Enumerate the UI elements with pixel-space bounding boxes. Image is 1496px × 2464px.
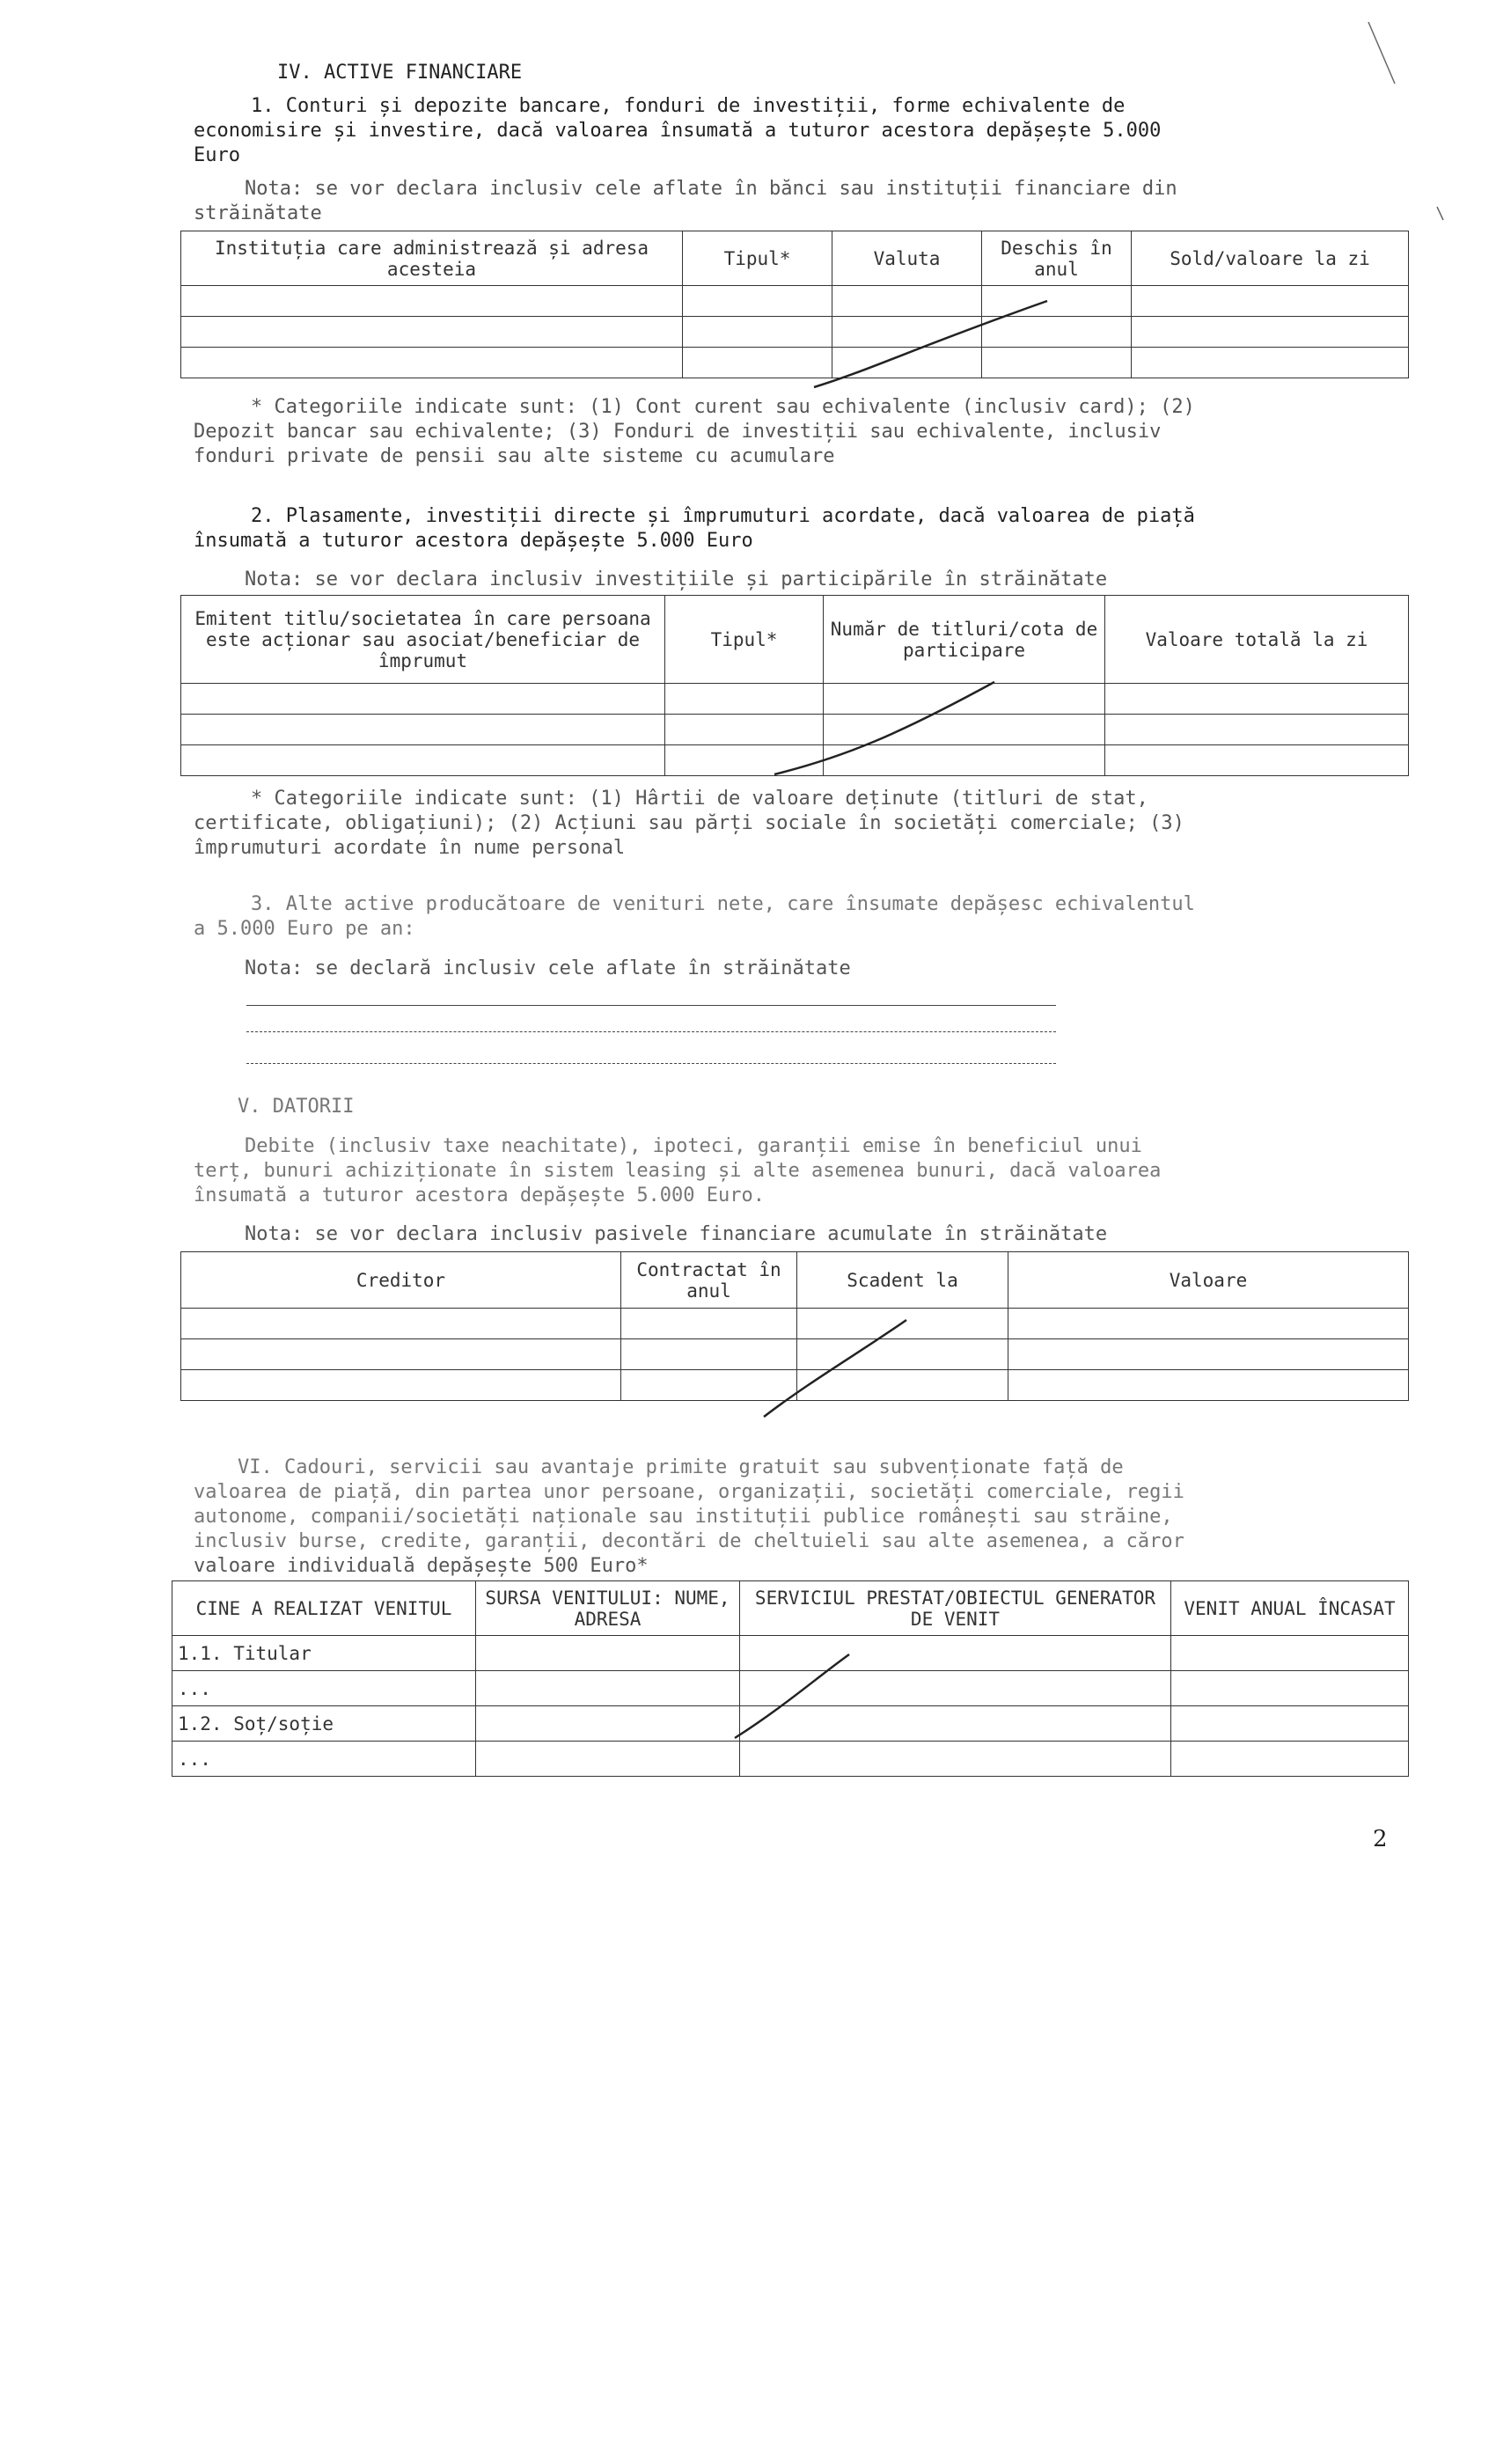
investments-table [180,595,1409,776]
table-row [181,1370,1409,1401]
p1-note-line-1: Nota: se vor declara inclusiv cele aflate în bănci sau instituții financiare din [245,178,1177,200]
p2-line-1: 2. Plasamente, investiții directe și împrumuturi acordate, dacă valoarea de piață [251,505,1195,527]
header-service: SERVICIUL PRESTAT/OBIECTUL GENERATOR DE VENIT [740,1581,1171,1636]
table-row [172,1706,1409,1742]
header-balance: Sold/valoare la zi [1132,231,1409,286]
table-row [181,1309,1409,1339]
table-row [181,348,1409,378]
v-line-1: Debite (inclusiv taxe neachitate), ipoteci, garanții emise în beneficiul unui [245,1135,1142,1157]
header-institution: Instituția care administrează și adresa acesteia [181,231,683,286]
header-who: CINE A REALIZAT VENITUL [172,1581,476,1636]
vi-line-5: valoare individuală depășește 500 Euro* [194,1555,649,1577]
p2-footnote-line-2: certificate, obligațiuni); (2) Acțiuni sau părți sociale în societăți comerciale; (3) [194,812,1184,834]
table-row [181,286,1409,317]
section-iv-title: IV. ACTIVE FINANCIARE [277,62,523,84]
p1-note-line-2: străinătate [194,202,322,224]
table-row [181,684,1409,715]
table-header-row [181,596,1409,684]
p1-line-3: Euro [194,144,240,166]
v-line-3: însumată a tuturor acestora depășește 5.000 Euro. [194,1184,766,1206]
header-value: Valoare [1008,1252,1409,1309]
p1-footnote-line-3: fonduri private de pensii sau alte sisteme cu acumulare [194,445,835,467]
header-due: Scadent la [797,1252,1008,1309]
blank-line [246,1005,1056,1006]
header-contracted-year: Contractat în anul [621,1252,797,1309]
header-total-value: Valoare totală la zi [1105,596,1409,684]
p1-footnote-line-1: * Categoriile indicate sunt: (1) Cont curent sau echivalente (inclusiv card); (2) [251,396,1195,418]
table-row [172,1742,1409,1777]
table-row [181,745,1409,776]
section-v-title: V. DATORII [238,1096,355,1118]
page-number: 2 [1373,1826,1388,1852]
v-line-2: terț, bunuri achiziționate în sistem leasing și alte asemenea bunuri, dacă valoarea [194,1160,1162,1182]
v-note: Nota: se vor declara inclusiv pasivele financiare acumulate în străinătate [245,1223,1108,1245]
p2-line-2: însumată a tuturor acestora depășește 5.000 Euro [194,530,753,552]
header-type: Tipul* [683,231,832,286]
vi-line-1: VI. Cadouri, servicii sau avantaje primite gratuit sau subvenționate față de [238,1456,1124,1478]
header-creditor: Creditor [181,1252,621,1309]
table-row [172,1671,1409,1706]
table-header-row [172,1581,1409,1636]
blank-line [246,1031,1056,1032]
table-header-row [181,231,1409,286]
header-currency: Valuta [832,231,982,286]
table-row [172,1636,1409,1671]
header-source: SURSA VENITULUI: NUME, ADRESA [476,1581,740,1636]
p1-line-2: economisire și investire, dacă valoarea însumată a tuturor acestora depășește 5.000 [194,120,1162,142]
blank-line [246,1063,1056,1064]
row-label: ... [172,1671,476,1706]
p2-note: Nota: se vor declara inclusiv investițiile și participările în străinătate [245,568,1108,590]
debts-table [180,1251,1409,1401]
row-label: ... [172,1742,476,1777]
table-row [181,715,1409,745]
header-issuer: Emitent titlu/societatea în care persoana este acționar sau asociat/beneficiar de împrumut [181,596,665,684]
vi-line-2: valoarea de piață, din partea unor persoane, organizații, societăți comerciale, regii [194,1481,1184,1503]
header-shares: Număr de titluri/cota de participare [824,596,1105,684]
header-type: Tipul* [665,596,824,684]
table-header-row [181,1252,1409,1309]
bank-accounts-table [180,231,1409,378]
p2-footnote-line-3: împrumuturi acordate în nume personal [194,837,626,859]
row-label: 1.1. Titular [172,1636,476,1671]
vi-line-4: inclusiv burse, credite, garanții, decontări de cheltuieli sau alte asemenea, a căror [194,1530,1184,1552]
vi-line-3: autonome, companii/societăți naționale sau instituții publice românești sau străine, [194,1506,1173,1528]
header-annual-income: VENIT ANUAL ÎNCASAT [1171,1581,1409,1636]
p3-line-2: a 5.000 Euro pe an: [194,918,415,940]
p3-line-1: 3. Alte active producătoare de venituri nete, care însumate depășesc echivalentul [251,893,1195,915]
header-opened-year: Deschis în anul [982,231,1132,286]
gifts-table [172,1580,1409,1777]
p3-note: Nota: se declară inclusiv cele aflate în străinătate [245,957,851,979]
table-row [181,1339,1409,1370]
row-label: 1.2. Soț/soție [172,1706,476,1742]
table-row [181,317,1409,348]
p1-line-1: 1. Conturi și depozite bancare, fonduri de investiții, forme echivalente de [251,95,1126,117]
p2-footnote-line-1: * Categoriile indicate sunt: (1) Hârtii de valoare deținute (titluri de stat, [251,788,1148,810]
p1-footnote-line-2: Depozit bancar sau echivalente; (3) Fonduri de investiții sau echivalente, inclusiv [194,421,1162,443]
